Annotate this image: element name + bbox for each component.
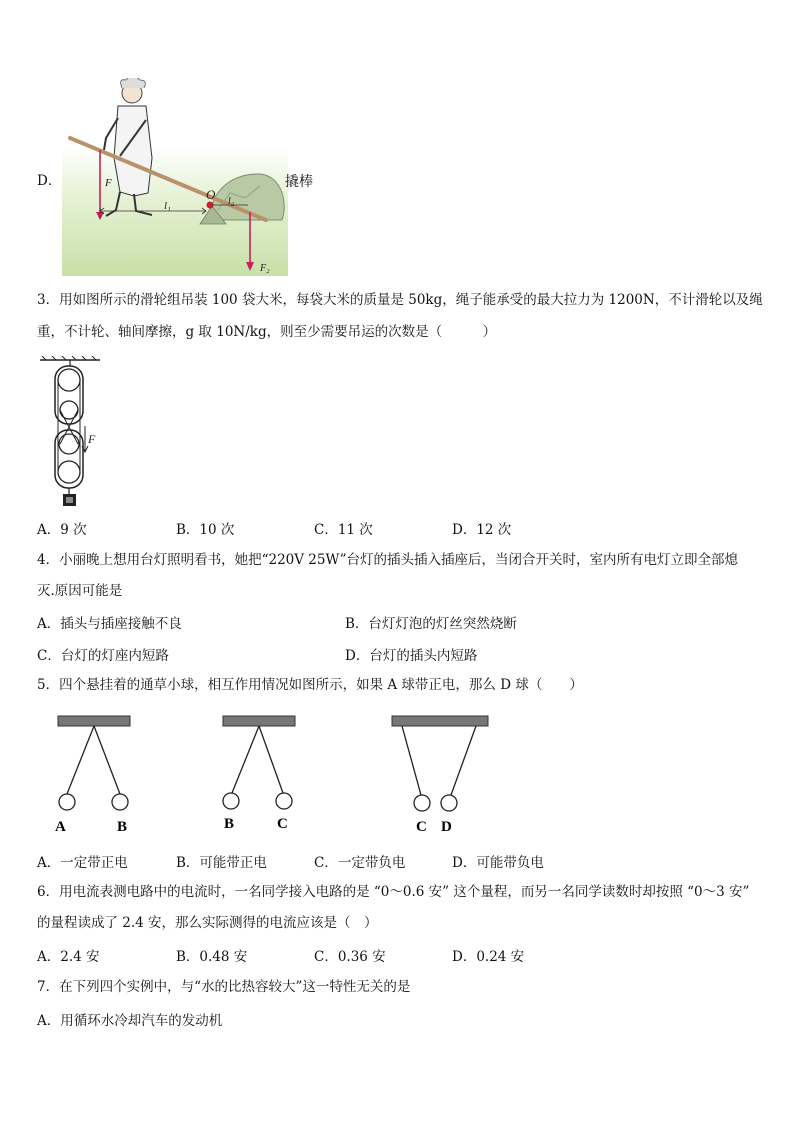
q6-option-c[interactable]: C．0.36 安 <box>314 949 386 965</box>
q2-option-d-label: D． <box>37 173 62 189</box>
q5-option-d[interactable]: D．可能带负电 <box>452 855 544 871</box>
support-bar-ab <box>58 716 130 726</box>
q6-stem-line1: 6．用电流表测电路中的电流时，一名同学接入电路的是 “0～0.6 安” 这个量程，而另一名同学读数时却按照 “0～3 安” <box>37 884 750 900</box>
q5-option-a[interactable]: A．一定带正电 <box>37 855 128 871</box>
ball-d <box>441 795 457 811</box>
ball-b <box>112 794 128 810</box>
q5-option-b[interactable]: B．可能带正电 <box>176 855 267 871</box>
q4-option-b[interactable]: B．台灯灯泡的灯丝突然烧断 <box>345 616 517 632</box>
ball-c <box>276 793 292 809</box>
ball-label-c2: C <box>416 819 427 835</box>
arm2-label: l₂ <box>228 196 235 207</box>
force2-label: F₂ <box>260 263 270 274</box>
q5-stem: 5．四个悬挂着的通草小球，相互作用情况如图所示，如果 A 球带正电，那么 D 球（ ） <box>37 677 583 693</box>
support-bar-cd <box>392 716 488 726</box>
ball-label-d: D <box>441 819 452 835</box>
ball-label-c: C <box>277 816 288 832</box>
lever-figure <box>60 78 320 278</box>
pulley-figure <box>30 356 110 508</box>
q6-option-b[interactable]: B．0.48 安 <box>176 949 248 965</box>
q4-stem-line1: 4．小丽晚上想用台灯照明看书，她把“220V 25W”台灯的插头插入插座后，当闭合开关时，室内所有电灯立即全部熄 <box>37 552 739 568</box>
lower-pulley-block <box>55 430 83 488</box>
q7-stem: 7．在下列四个实例中，与“水的比热容较大”这一特性无关的是 <box>37 979 411 995</box>
pith-balls-figure <box>40 710 510 840</box>
ball-b2 <box>223 793 239 809</box>
ball-label-a: A <box>55 819 66 835</box>
support-bar-bc <box>223 716 295 726</box>
q7-option-a[interactable]: A．用循环水冷却汽车的发动机 <box>37 1013 223 1029</box>
q6-option-d[interactable]: D．0.24 安 <box>452 949 525 965</box>
q6-stem-line2: 的量程读成了 2.4 安，那么实际测得的电流应该是（ ） <box>37 915 378 931</box>
q3-stem-line1: 3．用如图所示的滑轮组吊装 100 袋大米，每袋大米的质量是 50kg，绳子能承受的最大拉力为 1200N，不计滑轮以及绳 <box>37 292 763 308</box>
pulley-force-label: F <box>88 432 96 446</box>
ball-c2 <box>414 795 430 811</box>
q3-option-a[interactable]: A．9 次 <box>37 522 87 538</box>
q3-option-d[interactable]: D．12 次 <box>452 522 512 538</box>
q6-option-a[interactable]: A．2.4 安 <box>37 949 100 965</box>
force1-label: F <box>105 177 112 189</box>
arm1-label: l₁ <box>164 200 171 212</box>
pivot-label: O <box>206 187 216 202</box>
ball-label-b2: B <box>224 816 235 832</box>
q5-option-c[interactable]: C．一定带负电 <box>314 855 406 871</box>
q3-option-c[interactable]: C．11 次 <box>314 522 373 538</box>
ball-a <box>59 794 75 810</box>
ball-label-b: B <box>117 819 128 835</box>
q3-option-b[interactable]: B．10 次 <box>176 522 235 538</box>
lever-caption: 撬棒 <box>285 174 313 190</box>
q4-option-d[interactable]: D．台灯的插头内短路 <box>345 648 478 664</box>
q3-stem-line2: 重，不计轮、轴间摩擦，g 取 10N/kg，则至少需要吊运的次数是（ ） <box>37 324 497 340</box>
q4-stem-line2: 灭.原因可能是 <box>37 583 123 599</box>
q4-option-c[interactable]: C．台灯的灯座内短路 <box>37 648 169 664</box>
q4-option-a[interactable]: A．插头与插座接触不良 <box>37 616 182 632</box>
